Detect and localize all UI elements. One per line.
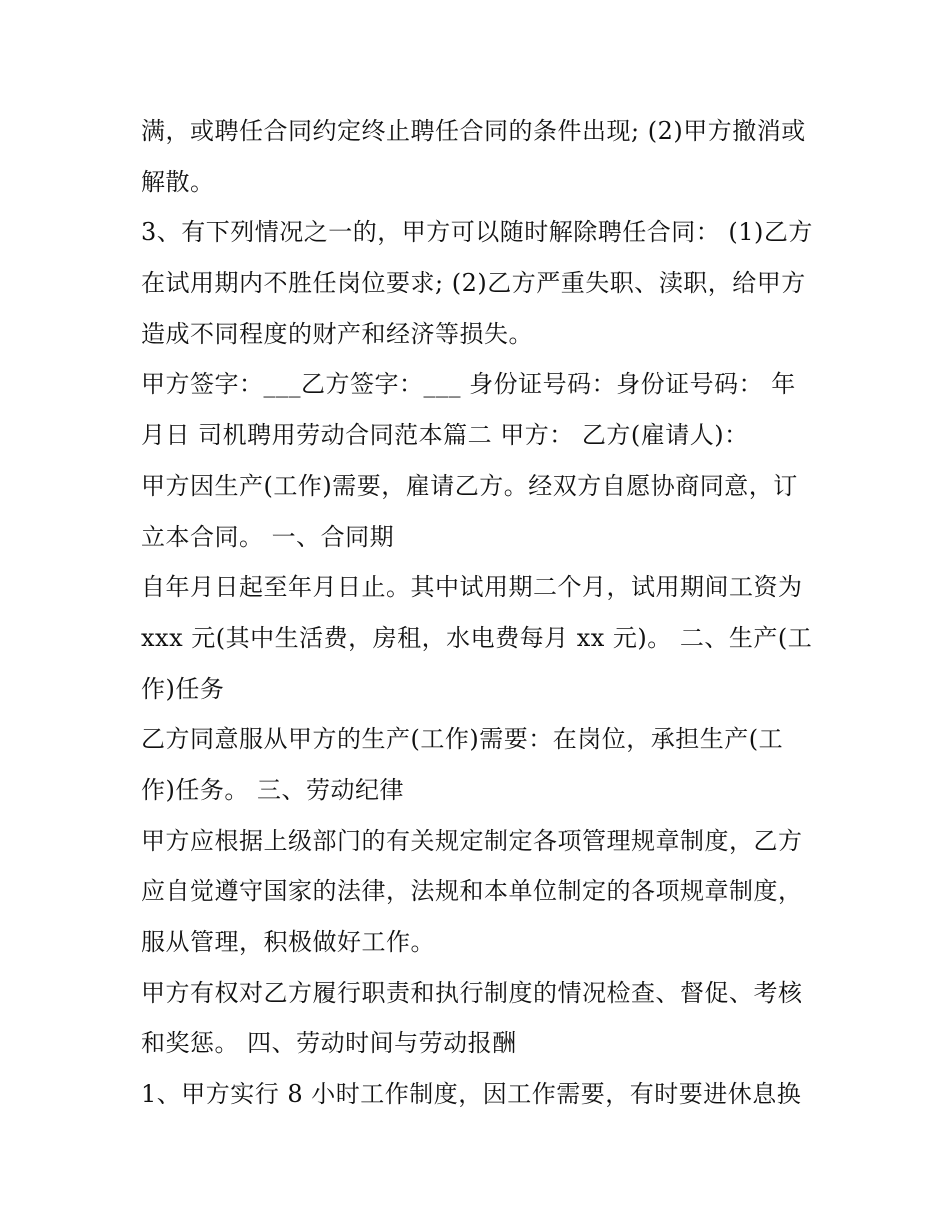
text-line: 自年月日起至年月日止。其中试用期二个月，试用期间工资为: [141, 573, 803, 602]
text-line: 立本合同。 一、合同期: [141, 522, 395, 551]
text-line: 月日 司机聘用劳动合同范本篇二 甲方： 乙方(雇请人)：: [141, 421, 749, 450]
text-line: 甲方应根据上级部门的有关规定制定各项管理规章制度，乙方: [141, 826, 803, 855]
text-line: 甲方签字：___乙方签字：___ 身份证号码：身份证号码： 年: [141, 370, 796, 399]
text-line: 造成不同程度的财产和经济等损失。: [141, 319, 533, 348]
text-line: xxx 元(其中生活费，房租，水电费每月 xx 元)。 二、生产(工: [141, 623, 813, 652]
text-line: 在试用期内不胜任岗位要求; (2)乙方严重失职、渎职，给甲方: [141, 269, 806, 298]
text-line: 应自觉遵守国家的法律，法规和本单位制定的各项规章制度，: [141, 877, 803, 906]
text-line: 解散。: [141, 167, 215, 196]
text-line: 甲方因生产(工作)需要，雇请乙方。经双方自愿协商同意，订: [141, 471, 798, 500]
text-line: 乙方同意服从甲方的生产(工作)需要：在岗位，承担生产(工: [141, 725, 784, 754]
text-line: 和奖惩。 四、劳动时间与劳动报酬: [141, 1029, 517, 1058]
text-line: 3、有下列情况之一的，甲方可以随时解除聘任合同： (1)乙方: [141, 218, 813, 247]
text-line: 满，或聘任合同约定终止聘任合同的条件出现; (2)甲方撤消或: [141, 117, 806, 145]
text-line: 作)任务。 三、劳动纪律: [141, 775, 404, 804]
text-line: 服从管理，积极做好工作。: [141, 928, 435, 956]
text-line: 1、甲方实行 8 小时工作制度，因工作需要，有时要进休息换: [141, 1080, 802, 1109]
document-body: [141, 106, 821, 1120]
text-line: 甲方有权对乙方履行职责和执行制度的情况检查、督促、考核: [141, 978, 803, 1007]
text-line: 作)任务: [141, 674, 225, 703]
